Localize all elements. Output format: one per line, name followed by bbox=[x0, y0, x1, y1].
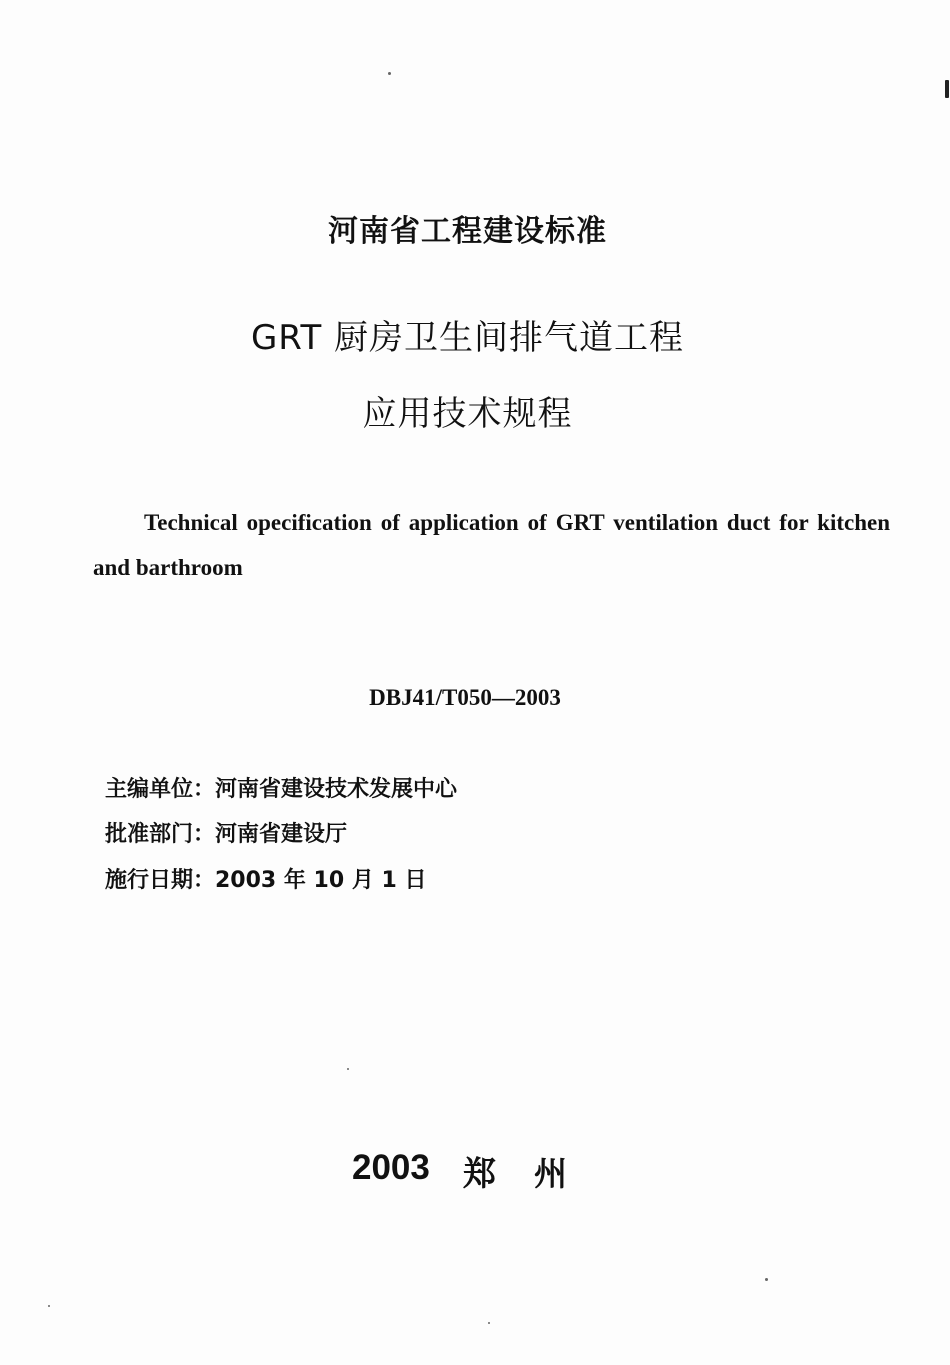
main-title-line-2: 应用技术规程 bbox=[362, 394, 573, 434]
scan-speck bbox=[388, 72, 391, 75]
publication-year: 2003 bbox=[352, 1148, 430, 1187]
main-title-line-1: GRT 厨房卫生间排气道工程 bbox=[250, 318, 685, 358]
scan-speck bbox=[945, 80, 949, 98]
approval-department: 批准部门：河南省建设厅 bbox=[105, 822, 348, 847]
scan-speck bbox=[488, 1322, 490, 1324]
english-title: Technical opecification of application of GRT ventilation duct for kitchen and barthroom bbox=[93, 510, 890, 580]
chief-editor-unit: 主编单位：河南省建设技术发展中心 bbox=[105, 777, 458, 802]
publication-city: 郑州 bbox=[463, 1154, 605, 1193]
scan-speck bbox=[347, 1068, 349, 1070]
scan-speck bbox=[48, 1305, 50, 1307]
scan-speck bbox=[765, 1278, 768, 1281]
standard-code: DBJ41/T050—2003 bbox=[369, 685, 561, 710]
effective-date: 施行日期：2003 年 10 月 1 日 bbox=[105, 868, 427, 893]
series-title: 河南省工程建设标准 bbox=[328, 214, 607, 249]
